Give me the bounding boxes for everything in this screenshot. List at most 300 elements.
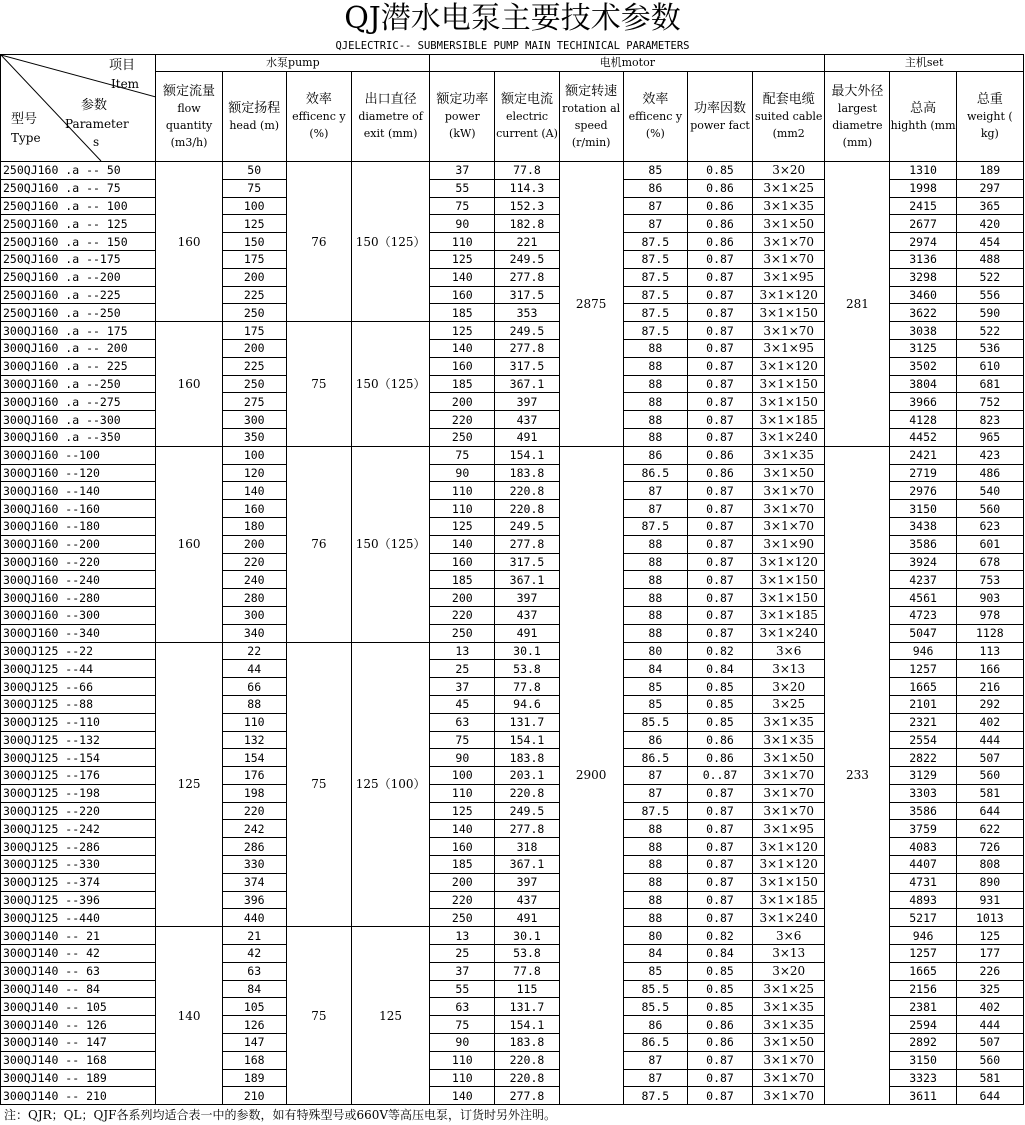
cable-cell: 3×13: [753, 660, 825, 678]
current-cell: 367.1: [495, 856, 559, 874]
head-cell: 240: [222, 571, 286, 589]
cable-cell: 3×1×185: [753, 411, 825, 429]
head-cell: 125: [222, 215, 286, 233]
motor-efficiency-cell: 85: [623, 162, 687, 180]
current-cell: 53.8: [495, 660, 559, 678]
power-factor-cell: 0.87: [687, 1069, 752, 1087]
power-cell: 185: [430, 856, 495, 874]
cable-cell: 3×1×150: [753, 304, 825, 322]
power-factor-cell: 0.85: [687, 162, 752, 180]
model-cell: 300QJ160 .a --250: [1, 375, 156, 393]
power-factor-cell: 0.87: [687, 268, 752, 286]
cable-cell: 3×1×35: [753, 197, 825, 215]
cable-cell: 3×20: [753, 678, 825, 696]
head-cell: 110: [222, 713, 286, 731]
current-cell: 220.8: [495, 784, 559, 802]
column-header-zh: 功率因数: [694, 100, 747, 116]
cable-cell: 3×1×90: [753, 535, 825, 553]
cable-cell: 3×6: [753, 927, 825, 945]
cable-cell: 3×1×120: [753, 286, 825, 304]
cable-cell: 3×1×120: [753, 357, 825, 375]
current-cell: 131.7: [495, 713, 559, 731]
column-header: [559, 72, 623, 162]
current-cell: 277.8: [495, 1087, 559, 1105]
motor-efficiency-cell: 85.5: [623, 998, 687, 1016]
model-cell: 300QJ125 --286: [1, 838, 156, 856]
flow-cell: 125: [156, 642, 222, 927]
model-cell: 250QJ160 .a -- 100: [1, 197, 156, 215]
motor-efficiency-cell: 87.5: [623, 802, 687, 820]
motor-efficiency-cell: 86.5: [623, 1034, 687, 1052]
motor-efficiency-cell: 87: [623, 500, 687, 518]
head-cell: 44: [222, 660, 286, 678]
power-cell: 220: [430, 411, 495, 429]
head-cell: 21: [222, 927, 286, 945]
group-header-motor: 电机motor: [430, 55, 825, 72]
height-cell: 2974: [890, 233, 956, 251]
pump-efficiency-cell: 75: [286, 927, 351, 1105]
speed-cell: 2900: [559, 446, 623, 1104]
head-cell: 350: [222, 428, 286, 446]
motor-efficiency-cell: 88: [623, 820, 687, 838]
model-cell: 250QJ160 .a --175: [1, 250, 156, 268]
weight-cell: 590: [956, 304, 1023, 322]
model-cell: 300QJ140 -- 147: [1, 1034, 156, 1052]
motor-efficiency-cell: 87.5: [623, 286, 687, 304]
power-cell: 25: [430, 945, 495, 963]
height-cell: 4237: [890, 571, 956, 589]
cable-cell: 3×1×25: [753, 179, 825, 197]
height-cell: 1257: [890, 660, 956, 678]
weight-cell: 965: [956, 428, 1023, 446]
height-cell: 1665: [890, 678, 956, 696]
column-header-zh: 额定功率: [436, 92, 489, 107]
cable-cell: 3×1×70: [753, 767, 825, 785]
motor-efficiency-cell: 87: [623, 784, 687, 802]
column-header-zh: 额定扬程: [228, 100, 281, 116]
motor-efficiency-cell: 88: [623, 838, 687, 856]
motor-efficiency-cell: 87.5: [623, 1087, 687, 1105]
parameters-table: [0, 54, 1024, 1105]
power-factor-cell: 0.87: [687, 250, 752, 268]
column-header: [495, 72, 559, 162]
power-cell: 55: [430, 179, 495, 197]
motor-efficiency-cell: 86: [623, 446, 687, 464]
cable-cell: 3×1×70: [753, 802, 825, 820]
weight-cell: 365: [956, 197, 1023, 215]
height-cell: 4083: [890, 838, 956, 856]
power-cell: 110: [430, 482, 495, 500]
cable-cell: 3×20: [753, 162, 825, 180]
model-cell: 300QJ140 -- 84: [1, 980, 156, 998]
height-cell: 4893: [890, 891, 956, 909]
power-factor-cell: 0.85: [687, 980, 752, 998]
power-cell: 75: [430, 197, 495, 215]
head-cell: 176: [222, 767, 286, 785]
motor-efficiency-cell: 85.5: [623, 980, 687, 998]
weight-cell: 402: [956, 998, 1023, 1016]
motor-efficiency-cell: 88: [623, 411, 687, 429]
corner-param-en2: s: [93, 135, 100, 149]
cable-cell: 3×1×70: [753, 233, 825, 251]
power-cell: 75: [430, 446, 495, 464]
current-cell: 77.8: [495, 162, 559, 180]
motor-efficiency-cell: 87.5: [623, 517, 687, 535]
column-header: [890, 72, 956, 162]
model-cell: 300QJ125 --154: [1, 749, 156, 767]
power-cell: 110: [430, 500, 495, 518]
current-cell: 220.8: [495, 500, 559, 518]
weight-cell: 226: [956, 962, 1023, 980]
power-cell: 125: [430, 802, 495, 820]
cable-cell: 3×1×150: [753, 571, 825, 589]
motor-efficiency-cell: 87: [623, 482, 687, 500]
height-cell: 2677: [890, 215, 956, 233]
head-cell: 175: [222, 250, 286, 268]
head-cell: 280: [222, 589, 286, 607]
model-cell: 300QJ125 --330: [1, 856, 156, 874]
motor-efficiency-cell: 88: [623, 856, 687, 874]
weight-cell: 536: [956, 339, 1023, 357]
height-cell: 3038: [890, 322, 956, 340]
table-row: [1, 446, 1024, 464]
head-cell: 150: [222, 233, 286, 251]
head-cell: 180: [222, 517, 286, 535]
head-cell: 105: [222, 998, 286, 1016]
model-cell: 300QJ140 -- 168: [1, 1051, 156, 1069]
motor-efficiency-cell: 85: [623, 962, 687, 980]
power-factor-cell: 0.86: [687, 1034, 752, 1052]
current-cell: 183.8: [495, 749, 559, 767]
motor-efficiency-cell: 88: [623, 606, 687, 624]
current-cell: 249.5: [495, 517, 559, 535]
model-cell: 250QJ160 .a -- 75: [1, 179, 156, 197]
corner-header-cell: [1, 55, 156, 162]
corner-param-en: Parameter: [65, 117, 129, 131]
motor-efficiency-cell: 87: [623, 197, 687, 215]
power-cell: 13: [430, 642, 495, 660]
power-cell: 75: [430, 731, 495, 749]
power-cell: 220: [430, 891, 495, 909]
power-cell: 110: [430, 784, 495, 802]
power-factor-cell: 0.85: [687, 962, 752, 980]
weight-cell: 216: [956, 678, 1023, 696]
head-cell: 220: [222, 802, 286, 820]
model-cell: 300QJ160 --220: [1, 553, 156, 571]
cable-cell: 3×1×95: [753, 268, 825, 286]
power-factor-cell: 0.86: [687, 179, 752, 197]
page-title: QJ潜水电泵主要技术参数: [344, 1, 681, 36]
head-cell: 63: [222, 962, 286, 980]
head-cell: 225: [222, 286, 286, 304]
weight-cell: 444: [956, 1016, 1023, 1034]
model-cell: 300QJ160 --180: [1, 517, 156, 535]
motor-efficiency-cell: 88: [623, 393, 687, 411]
cable-cell: 3×1×240: [753, 624, 825, 642]
motor-efficiency-cell: 88: [623, 553, 687, 571]
column-header-en: efficenc y (%): [292, 110, 346, 140]
weight-cell: 560: [956, 1051, 1023, 1069]
current-cell: 182.8: [495, 215, 559, 233]
motor-efficiency-cell: 80: [623, 927, 687, 945]
current-cell: 94.6: [495, 695, 559, 713]
column-header: [623, 72, 687, 162]
height-cell: 2892: [890, 1034, 956, 1052]
model-cell: 300QJ140 -- 21: [1, 927, 156, 945]
power-factor-cell: 0.87: [687, 802, 752, 820]
power-cell: 220: [430, 606, 495, 624]
power-cell: 160: [430, 357, 495, 375]
current-cell: 367.1: [495, 571, 559, 589]
model-cell: 300QJ160 --160: [1, 500, 156, 518]
weight-cell: 903: [956, 589, 1023, 607]
model-cell: 300QJ140 -- 126: [1, 1016, 156, 1034]
head-cell: 160: [222, 500, 286, 518]
cable-cell: 3×1×50: [753, 464, 825, 482]
head-cell: 100: [222, 197, 286, 215]
column-header-en: electric current (A): [496, 110, 558, 140]
cable-cell: 3×13: [753, 945, 825, 963]
motor-efficiency-cell: 88: [623, 891, 687, 909]
cable-cell: 3×1×35: [753, 713, 825, 731]
current-cell: 115: [495, 980, 559, 998]
power-cell: 110: [430, 233, 495, 251]
power-cell: 250: [430, 624, 495, 642]
current-cell: 221: [495, 233, 559, 251]
power-factor-cell: 0.87: [687, 286, 752, 304]
power-factor-cell: 0.87: [687, 1087, 752, 1105]
current-cell: 183.8: [495, 1034, 559, 1052]
power-cell: 90: [430, 749, 495, 767]
power-factor-cell: 0.87: [687, 411, 752, 429]
height-cell: 2554: [890, 731, 956, 749]
cable-cell: 3×1×240: [753, 428, 825, 446]
weight-cell: 540: [956, 482, 1023, 500]
height-cell: 3136: [890, 250, 956, 268]
height-cell: 3298: [890, 268, 956, 286]
head-cell: 275: [222, 393, 286, 411]
weight-cell: 522: [956, 322, 1023, 340]
flow-cell: 160: [156, 446, 222, 642]
cable-cell: 3×1×185: [753, 891, 825, 909]
head-cell: 300: [222, 606, 286, 624]
weight-cell: 444: [956, 731, 1023, 749]
column-header-zh: 最大外径: [831, 83, 884, 99]
motor-efficiency-cell: 86.5: [623, 749, 687, 767]
weight-cell: 292: [956, 695, 1023, 713]
power-cell: 185: [430, 571, 495, 589]
column-header-zh: 出口直径: [364, 92, 417, 107]
current-cell: 397: [495, 393, 559, 411]
power-factor-cell: 0.87: [687, 606, 752, 624]
power-factor-cell: 0.86: [687, 464, 752, 482]
power-cell: 25: [430, 660, 495, 678]
current-cell: 367.1: [495, 375, 559, 393]
motor-efficiency-cell: 88: [623, 624, 687, 642]
table-row: [1, 162, 1024, 180]
height-cell: 5047: [890, 624, 956, 642]
motor-efficiency-cell: 87.5: [623, 233, 687, 251]
height-cell: 3150: [890, 500, 956, 518]
current-cell: 437: [495, 411, 559, 429]
weight-cell: 890: [956, 873, 1023, 891]
current-cell: 317.5: [495, 553, 559, 571]
power-cell: 100: [430, 767, 495, 785]
motor-efficiency-cell: 87: [623, 767, 687, 785]
cable-cell: 3×1×50: [753, 1034, 825, 1052]
height-cell: 2101: [890, 695, 956, 713]
head-cell: 100: [222, 446, 286, 464]
current-cell: 154.1: [495, 1016, 559, 1034]
motor-efficiency-cell: 88: [623, 339, 687, 357]
power-cell: 140: [430, 339, 495, 357]
column-header-en: power fact: [690, 118, 750, 132]
height-cell: 2421: [890, 446, 956, 464]
height-cell: 2156: [890, 980, 956, 998]
cable-cell: 3×1×70: [753, 500, 825, 518]
power-factor-cell: 0.87: [687, 1051, 752, 1069]
column-header-en: largest diametre (mm): [832, 101, 883, 149]
current-cell: 154.1: [495, 731, 559, 749]
column-header-en: flow quantity (m3/h): [165, 101, 213, 149]
model-cell: 250QJ160 .a -- 125: [1, 215, 156, 233]
height-cell: 3460: [890, 286, 956, 304]
weight-cell: 522: [956, 268, 1023, 286]
power-cell: 160: [430, 838, 495, 856]
weight-cell: 752: [956, 393, 1023, 411]
power-factor-cell: 0.87: [687, 891, 752, 909]
weight-cell: 507: [956, 749, 1023, 767]
model-cell: 300QJ160 --280: [1, 589, 156, 607]
current-cell: 249.5: [495, 322, 559, 340]
largest-diameter-cell: 281: [825, 162, 890, 447]
weight-cell: 325: [956, 980, 1023, 998]
corner-item-zh: 项目: [109, 58, 136, 73]
cable-cell: 3×1×70: [753, 322, 825, 340]
power-factor-cell: 0.86: [687, 731, 752, 749]
power-factor-cell: 0.86: [687, 749, 752, 767]
cable-cell: 3×20: [753, 962, 825, 980]
column-header-en: suited cable (mm2: [754, 110, 823, 140]
head-cell: 300: [222, 411, 286, 429]
power-cell: 75: [430, 1016, 495, 1034]
motor-efficiency-cell: 87.5: [623, 268, 687, 286]
model-cell: 250QJ160 .a -- 50: [1, 162, 156, 180]
model-cell: 300QJ125 --242: [1, 820, 156, 838]
weight-cell: 978: [956, 606, 1023, 624]
model-cell: 250QJ160 .a --225: [1, 286, 156, 304]
height-cell: 1998: [890, 179, 956, 197]
motor-efficiency-cell: 88: [623, 357, 687, 375]
height-cell: 4723: [890, 606, 956, 624]
column-header-zh: 额定转速: [565, 83, 618, 99]
current-cell: 317.5: [495, 357, 559, 375]
current-cell: 30.1: [495, 642, 559, 660]
cable-cell: 3×1×240: [753, 909, 825, 927]
weight-cell: 623: [956, 517, 1023, 535]
power-factor-cell: 0.86: [687, 215, 752, 233]
model-cell: 250QJ160 .a --200: [1, 268, 156, 286]
largest-diameter-cell: 233: [825, 446, 890, 1104]
weight-cell: 560: [956, 767, 1023, 785]
motor-efficiency-cell: 88: [623, 375, 687, 393]
height-cell: 1310: [890, 162, 956, 180]
cable-cell: 3×1×150: [753, 873, 825, 891]
model-cell: 250QJ160 .a -- 150: [1, 233, 156, 251]
height-cell: 3966: [890, 393, 956, 411]
current-cell: 30.1: [495, 927, 559, 945]
column-header: [956, 72, 1023, 162]
current-cell: 437: [495, 891, 559, 909]
model-cell: 300QJ125 --88: [1, 695, 156, 713]
power-cell: 55: [430, 980, 495, 998]
power-cell: 185: [430, 304, 495, 322]
motor-efficiency-cell: 88: [623, 589, 687, 607]
weight-cell: 507: [956, 1034, 1023, 1052]
weight-cell: 681: [956, 375, 1023, 393]
cable-cell: 3×1×50: [753, 749, 825, 767]
weight-cell: 610: [956, 357, 1023, 375]
power-cell: 160: [430, 286, 495, 304]
power-factor-cell: 0.86: [687, 446, 752, 464]
power-factor-cell: 0.84: [687, 945, 752, 963]
pump-efficiency-cell: 75: [286, 322, 351, 447]
motor-efficiency-cell: 80: [623, 642, 687, 660]
power-cell: 200: [430, 393, 495, 411]
flow-cell: 140: [156, 927, 222, 1105]
power-factor-cell: 0.85: [687, 678, 752, 696]
cable-cell: 3×1×120: [753, 553, 825, 571]
head-cell: 50: [222, 162, 286, 180]
power-factor-cell: 0.87: [687, 375, 752, 393]
power-factor-cell: 0..87: [687, 767, 752, 785]
power-factor-cell: 0.87: [687, 571, 752, 589]
weight-cell: 113: [956, 642, 1023, 660]
model-cell: 300QJ125 --44: [1, 660, 156, 678]
height-cell: 2321: [890, 713, 956, 731]
weight-cell: 1128: [956, 624, 1023, 642]
power-cell: 140: [430, 535, 495, 553]
flow-cell: 160: [156, 162, 222, 322]
cable-cell: 3×1×25: [753, 980, 825, 998]
model-cell: 300QJ125 --176: [1, 767, 156, 785]
power-factor-cell: 0.87: [687, 500, 752, 518]
power-cell: 63: [430, 998, 495, 1016]
current-cell: 491: [495, 909, 559, 927]
weight-cell: 189: [956, 162, 1023, 180]
head-cell: 154: [222, 749, 286, 767]
power-factor-cell: 0.87: [687, 873, 752, 891]
cable-cell: 3×1×120: [753, 856, 825, 874]
power-factor-cell: 0.82: [687, 927, 752, 945]
weight-cell: 931: [956, 891, 1023, 909]
model-cell: 300QJ125 --110: [1, 713, 156, 731]
height-cell: 1665: [890, 962, 956, 980]
head-cell: 126: [222, 1016, 286, 1034]
model-cell: 300QJ160 .a --275: [1, 393, 156, 411]
motor-efficiency-cell: 87: [623, 215, 687, 233]
power-cell: 125: [430, 250, 495, 268]
current-cell: 277.8: [495, 268, 559, 286]
weight-cell: 423: [956, 446, 1023, 464]
height-cell: 946: [890, 927, 956, 945]
current-cell: 277.8: [495, 535, 559, 553]
exit-diameter-cell: 125: [351, 927, 429, 1105]
power-factor-cell: 0.85: [687, 695, 752, 713]
motor-efficiency-cell: 88: [623, 571, 687, 589]
power-factor-cell: 0.82: [687, 642, 752, 660]
motor-efficiency-cell: 85: [623, 678, 687, 696]
